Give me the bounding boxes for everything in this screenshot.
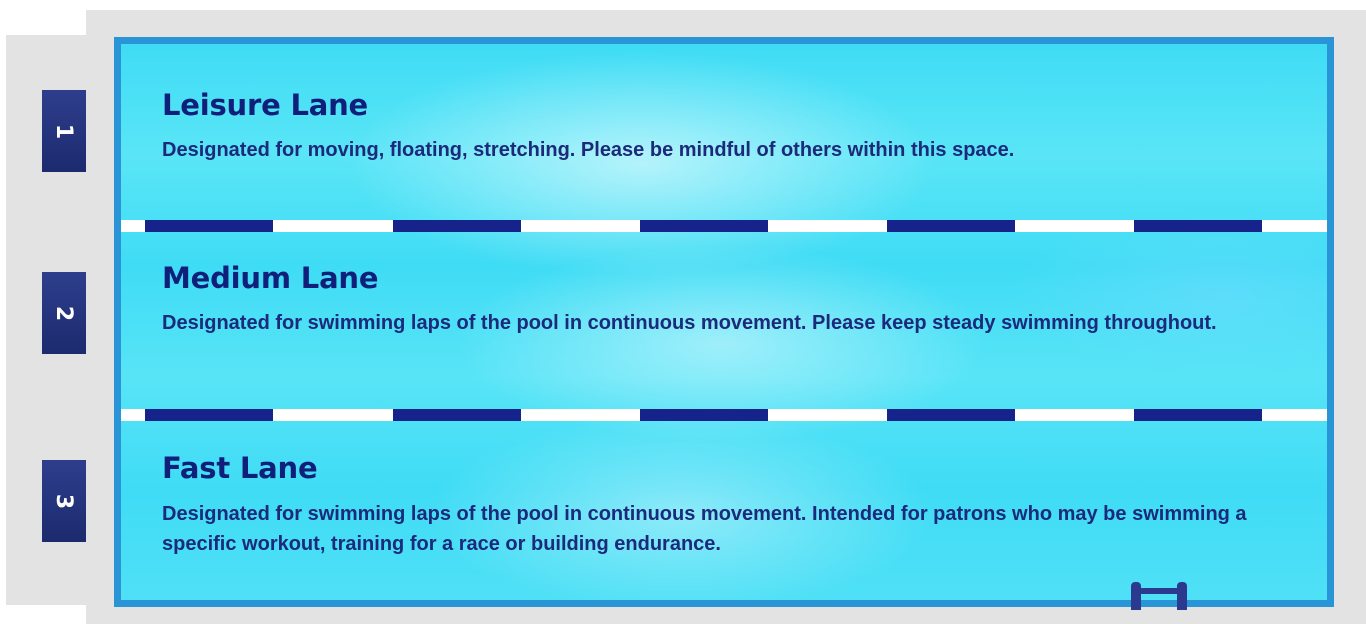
lane-number: 3 bbox=[51, 493, 77, 509]
rope-segment bbox=[640, 409, 768, 421]
lane-marker-2 bbox=[42, 272, 86, 354]
rope-segment bbox=[145, 220, 273, 232]
rope-segment bbox=[887, 220, 1015, 232]
rope-segment bbox=[1134, 409, 1262, 421]
lane-number: 2 bbox=[51, 305, 77, 321]
lane-fast bbox=[121, 421, 1327, 600]
ladder-rung bbox=[1139, 588, 1181, 594]
ladder-rail bbox=[1131, 582, 1141, 610]
lane-title: Medium Lane bbox=[162, 261, 379, 295]
rope-segment bbox=[887, 409, 1015, 421]
lane-rope-1 bbox=[121, 220, 1327, 232]
lane-medium bbox=[121, 232, 1327, 409]
lane-title: Fast Lane bbox=[162, 451, 318, 485]
pool-ladder-icon bbox=[1131, 582, 1189, 610]
lane-description: Designated for moving, floating, stretching. Please be mindful of others within this space. bbox=[162, 139, 1015, 161]
lane-marker-1 bbox=[42, 90, 86, 172]
lane-marker-3 bbox=[42, 460, 86, 542]
lane-description: Designated for swimming laps of the pool in continuous movement. Intended for patrons who may be swimming a specific workout, training for a race or building endurance. bbox=[162, 503, 1247, 555]
rope-segment bbox=[145, 409, 273, 421]
lane-leisure bbox=[121, 44, 1327, 220]
rope-segment bbox=[393, 220, 521, 232]
lane-number: 1 bbox=[51, 123, 77, 139]
pool bbox=[114, 37, 1334, 607]
lane-description: Designated for swimming laps of the pool in continuous movement. Please keep steady swimming throughout. bbox=[162, 312, 1217, 334]
ladder-rail bbox=[1177, 582, 1187, 610]
lane-rope-2 bbox=[121, 409, 1327, 421]
rope-segment bbox=[640, 220, 768, 232]
lane-title: Leisure Lane bbox=[162, 88, 369, 122]
rope-segment bbox=[1134, 220, 1262, 232]
rope-segment bbox=[393, 409, 521, 421]
